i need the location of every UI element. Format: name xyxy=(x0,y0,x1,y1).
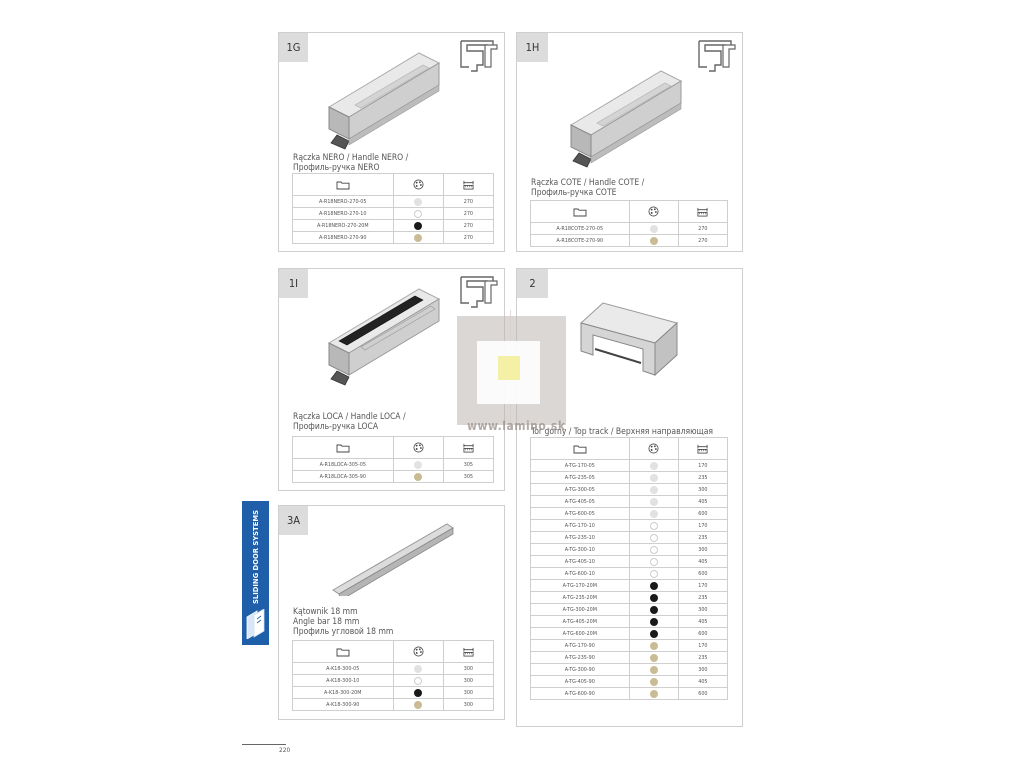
product-code: A-TG-170-20M xyxy=(531,580,630,592)
table-row xyxy=(293,196,494,208)
folder-icon xyxy=(336,180,350,190)
table-row xyxy=(531,520,728,532)
product-code: A-TG-600-05 xyxy=(531,508,630,520)
section-sidebar xyxy=(242,501,269,645)
product-code: A-TG-235-05 xyxy=(531,472,630,484)
color-cell xyxy=(393,663,443,675)
color-swatch xyxy=(414,210,422,218)
color-swatch xyxy=(414,665,422,673)
table-header xyxy=(293,641,494,663)
color-swatch xyxy=(650,582,658,590)
color-cell xyxy=(393,699,443,711)
profile-image xyxy=(315,45,445,155)
table-row xyxy=(293,220,494,232)
product-code: A-TG-405-05 xyxy=(531,496,630,508)
color-swatch xyxy=(650,654,658,662)
header-cell xyxy=(443,437,493,459)
color-swatch xyxy=(414,473,422,481)
length-value: 305 xyxy=(443,471,493,483)
folder-icon xyxy=(336,443,350,453)
table-row xyxy=(531,472,728,484)
product-table xyxy=(530,437,728,700)
length-value: 405 xyxy=(678,616,727,628)
color-swatch xyxy=(414,198,422,206)
length-ruler-icon xyxy=(463,442,474,453)
color-swatch xyxy=(414,461,422,469)
length-value: 600 xyxy=(678,568,727,580)
product-table xyxy=(292,640,494,711)
color-cell xyxy=(393,675,443,687)
length-value: 405 xyxy=(678,496,727,508)
product-code: A-R18NERO-270-05 xyxy=(293,196,394,208)
product-code: A-R18NERO-270-20M xyxy=(293,220,394,232)
color-cell xyxy=(629,235,678,247)
color-cell xyxy=(629,592,678,604)
section-drawing xyxy=(457,37,501,73)
table-row xyxy=(531,580,728,592)
length-value: 170 xyxy=(678,640,727,652)
table-row xyxy=(531,532,728,544)
panel-tag: 3A xyxy=(279,506,308,535)
table-row xyxy=(531,484,728,496)
table-header xyxy=(531,438,728,460)
table-row xyxy=(531,640,728,652)
color-cell xyxy=(393,687,443,699)
product-code: A-TG-170-90 xyxy=(531,640,630,652)
color-cell xyxy=(629,652,678,664)
color-swatch xyxy=(650,462,658,470)
color-swatch xyxy=(414,689,422,697)
header-cell xyxy=(393,641,443,663)
color-swatch xyxy=(650,510,658,518)
color-swatch xyxy=(650,606,658,614)
product-table xyxy=(530,200,728,247)
length-value: 170 xyxy=(678,460,727,472)
color-swatch xyxy=(650,546,658,554)
table-row xyxy=(531,556,728,568)
profile-image xyxy=(573,293,683,383)
table-row xyxy=(531,508,728,520)
product-caption: Kątownik 18 mm Angle bar 18 mm Профиль угловой 18 mm xyxy=(293,607,394,637)
panel-1h xyxy=(516,32,743,252)
length-ruler-icon xyxy=(697,443,708,454)
table-row xyxy=(531,235,728,247)
table-row xyxy=(293,232,494,244)
side-label: SLIDING DOOR SYSTEMS xyxy=(251,509,260,605)
product-code: A-R18LOCA-305-05 xyxy=(293,459,394,471)
color-cell xyxy=(629,532,678,544)
table-row xyxy=(531,652,728,664)
product-code: A-TG-170-10 xyxy=(531,520,630,532)
table-row xyxy=(531,496,728,508)
length-value: 405 xyxy=(678,556,727,568)
length-ruler-icon xyxy=(463,646,474,657)
folder-icon xyxy=(336,647,350,657)
product-code: A-TG-300-90 xyxy=(531,664,630,676)
table-row xyxy=(531,676,728,688)
color-cell xyxy=(393,471,443,483)
color-swatch xyxy=(650,237,658,245)
header-cell xyxy=(393,174,443,196)
header-cell xyxy=(678,438,727,460)
product-code: A-R18NERO-270-10 xyxy=(293,208,394,220)
color-swatch xyxy=(650,642,658,650)
table-row xyxy=(293,675,494,687)
table-row xyxy=(531,628,728,640)
table-row xyxy=(531,544,728,556)
panel-tag: 2 xyxy=(517,269,548,298)
color-swatch xyxy=(650,474,658,482)
length-value: 270 xyxy=(678,235,727,247)
product-code: A-TG-300-10 xyxy=(531,544,630,556)
product-code: A-R18LOCA-305-90 xyxy=(293,471,394,483)
color-swatch xyxy=(650,534,658,542)
length-value: 300 xyxy=(678,544,727,556)
product-caption: Rączka COTE / Handle COTE / Профиль-ручка COTE xyxy=(531,178,645,198)
product-code: A-K18-300-10 xyxy=(293,675,394,687)
table-row xyxy=(293,687,494,699)
color-cell xyxy=(629,664,678,676)
table-row xyxy=(531,616,728,628)
table-row xyxy=(293,699,494,711)
table-row xyxy=(293,471,494,483)
product-caption: Rączka LOCA / Handle LOCA / Профиль-ручка LOCA xyxy=(293,412,406,432)
page-rule xyxy=(242,744,286,745)
color-swatch xyxy=(650,498,658,506)
color-cell xyxy=(629,484,678,496)
table-header xyxy=(293,174,494,196)
table-header xyxy=(293,437,494,459)
sliding-door-icon xyxy=(245,609,267,639)
header-cell xyxy=(293,437,394,459)
product-code: A-TG-300-05 xyxy=(531,484,630,496)
length-value: 270 xyxy=(443,208,493,220)
product-table xyxy=(292,436,494,483)
product-code: A-TG-300-20M xyxy=(531,604,630,616)
color-cell xyxy=(629,604,678,616)
color-swatch xyxy=(414,677,422,685)
length-value: 235 xyxy=(678,532,727,544)
panel-tag: 1I xyxy=(279,269,308,298)
color-cell xyxy=(629,556,678,568)
folder-icon xyxy=(573,444,587,454)
color-swatch xyxy=(414,222,422,230)
panel-tag: 1H xyxy=(517,33,548,62)
table-header xyxy=(531,201,728,223)
color-swatch xyxy=(650,690,658,698)
length-value: 235 xyxy=(678,472,727,484)
profile-image xyxy=(315,281,445,391)
length-value: 270 xyxy=(678,223,727,235)
section-drawing xyxy=(695,37,739,73)
length-value: 270 xyxy=(443,196,493,208)
header-cell xyxy=(293,641,394,663)
color-swatch xyxy=(414,701,422,709)
color-palette-icon xyxy=(413,646,424,657)
header-cell xyxy=(629,201,678,223)
color-cell xyxy=(393,208,443,220)
panel-1g xyxy=(278,32,505,252)
color-swatch xyxy=(650,522,658,530)
length-ruler-icon xyxy=(697,206,708,217)
header-cell xyxy=(531,438,630,460)
table-row xyxy=(293,663,494,675)
table-row xyxy=(531,688,728,700)
product-code: A-R18COTE-270-05 xyxy=(531,223,630,235)
color-cell xyxy=(629,676,678,688)
color-cell xyxy=(629,520,678,532)
product-caption: Tor górny / Top track / Верхняя направляющая xyxy=(531,427,713,437)
product-code: A-TG-600-10 xyxy=(531,568,630,580)
color-palette-icon xyxy=(413,442,424,453)
header-cell xyxy=(443,641,493,663)
color-swatch xyxy=(650,558,658,566)
product-code: A-K18-300-20M xyxy=(293,687,394,699)
color-cell xyxy=(629,508,678,520)
product-code: A-TG-600-90 xyxy=(531,688,630,700)
product-code: A-TG-405-20M xyxy=(531,616,630,628)
length-value: 170 xyxy=(678,520,727,532)
folder-icon xyxy=(573,207,587,217)
color-cell xyxy=(629,544,678,556)
watermark-square xyxy=(498,356,520,380)
color-cell xyxy=(629,496,678,508)
color-cell xyxy=(629,688,678,700)
length-value: 300 xyxy=(443,675,493,687)
color-swatch xyxy=(650,225,658,233)
length-value: 235 xyxy=(678,592,727,604)
length-value: 300 xyxy=(678,604,727,616)
color-cell xyxy=(393,196,443,208)
profile-image xyxy=(557,63,687,173)
length-value: 600 xyxy=(678,628,727,640)
panel-3a xyxy=(278,505,505,720)
header-cell xyxy=(629,438,678,460)
color-cell xyxy=(393,459,443,471)
watermark-text: www.lamino.sk xyxy=(467,419,566,433)
panel-tag: 1G xyxy=(279,33,308,62)
color-cell xyxy=(629,223,678,235)
color-cell xyxy=(629,580,678,592)
section-drawing xyxy=(457,273,501,309)
product-code: A-K18-300-90 xyxy=(293,699,394,711)
color-palette-icon xyxy=(648,206,659,217)
header-cell xyxy=(678,201,727,223)
table-row xyxy=(531,592,728,604)
color-cell xyxy=(629,568,678,580)
profile-image xyxy=(329,516,459,596)
header-cell xyxy=(393,437,443,459)
table-row xyxy=(531,568,728,580)
table-row xyxy=(531,460,728,472)
product-code: A-TG-235-10 xyxy=(531,532,630,544)
color-cell xyxy=(393,232,443,244)
color-palette-icon xyxy=(648,443,659,454)
table-row xyxy=(293,208,494,220)
product-caption: Rączka NERO / Handle NERO / Профиль-ручка NERO xyxy=(293,153,409,173)
length-value: 405 xyxy=(678,676,727,688)
length-value: 600 xyxy=(678,688,727,700)
color-cell xyxy=(629,628,678,640)
length-value: 235 xyxy=(678,652,727,664)
product-code: A-TG-170-05 xyxy=(531,460,630,472)
product-code: A-R18COTE-270-90 xyxy=(531,235,630,247)
length-value: 300 xyxy=(678,664,727,676)
length-value: 600 xyxy=(678,508,727,520)
length-ruler-icon xyxy=(463,179,474,190)
color-cell xyxy=(629,472,678,484)
header-cell xyxy=(531,201,630,223)
length-value: 300 xyxy=(443,687,493,699)
header-cell xyxy=(443,174,493,196)
color-swatch xyxy=(650,618,658,626)
product-code: A-TG-405-90 xyxy=(531,676,630,688)
color-swatch xyxy=(650,594,658,602)
color-cell xyxy=(629,640,678,652)
page-number: 220 xyxy=(279,746,291,754)
table-row xyxy=(531,223,728,235)
product-code: A-K18-300-05 xyxy=(293,663,394,675)
table-row xyxy=(531,604,728,616)
length-value: 300 xyxy=(443,663,493,675)
length-value: 300 xyxy=(678,484,727,496)
color-swatch xyxy=(650,570,658,578)
header-cell xyxy=(293,174,394,196)
color-cell xyxy=(393,220,443,232)
length-value: 270 xyxy=(443,220,493,232)
product-table xyxy=(292,173,494,244)
table-row xyxy=(531,664,728,676)
color-cell xyxy=(629,616,678,628)
length-value: 305 xyxy=(443,459,493,471)
color-swatch xyxy=(414,234,422,242)
color-swatch xyxy=(650,630,658,638)
color-cell xyxy=(629,460,678,472)
product-code: A-TG-235-90 xyxy=(531,652,630,664)
color-swatch xyxy=(650,486,658,494)
length-value: 300 xyxy=(443,699,493,711)
length-value: 270 xyxy=(443,232,493,244)
table-row xyxy=(293,459,494,471)
color-swatch xyxy=(650,666,658,674)
length-value: 170 xyxy=(678,580,727,592)
color-swatch xyxy=(650,678,658,686)
product-code: A-TG-600-20M xyxy=(531,628,630,640)
product-code: A-TG-405-10 xyxy=(531,556,630,568)
product-code: A-TG-235-20M xyxy=(531,592,630,604)
product-code: A-R18NERO-270-90 xyxy=(293,232,394,244)
color-palette-icon xyxy=(413,179,424,190)
